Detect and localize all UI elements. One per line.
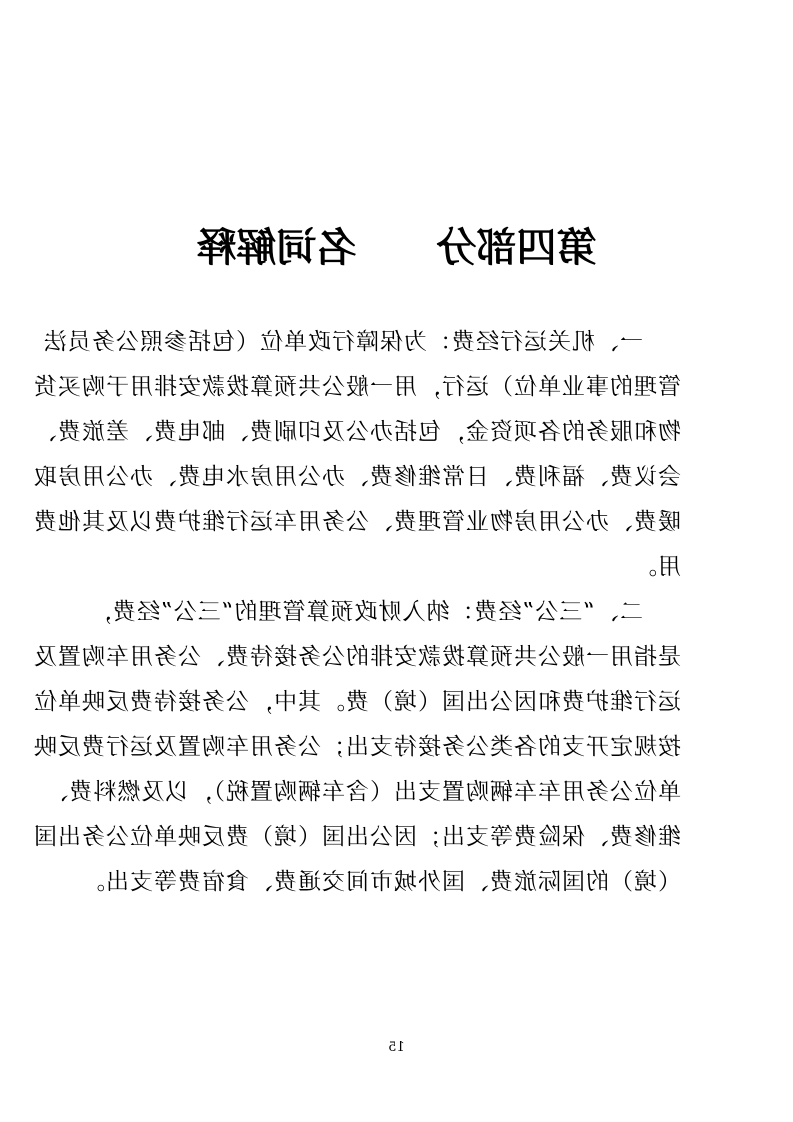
page-title [0,224,793,272]
paragraph-line: 运行维护费和因公出国（境）费。其中，公务接待费反映单位 [33,689,681,715]
paragraph-line: 二、“三公”经费：纳入财政预算管理的“三公”经费， [87,599,643,625]
paragraph-line: 按规定开支的各类公务接待支出；公务用车购置及运行费反映 [33,734,681,760]
title-part: 第四部分 [436,224,597,271]
paragraph-line: 单位公务用车车辆购置支出（含车辆购置税），以及燃料费、 [44,779,681,805]
paragraph-line: 暖费、办公用房物业管理费、公务用车运行维护费以及其他费 [33,509,681,535]
paragraph-line: 物和服务的各项资金，包括办公及印刷费、邮电费、差旅费、 [33,419,681,445]
paragraph-line: 是指用一般公共预算拨款安排的公务接待费、公务用车购置及 [33,644,681,670]
page-number: 15 [388,1040,405,1055]
paragraph-line: 维修费、保险费等支出；因公出国（境）费反映单位公务出国 [33,824,681,850]
paragraph-line: 管理的事业单位）运行，用一般公共预算拨款安排用于购买货 [33,374,681,400]
paragraph-line: 用。 [633,554,681,580]
title-name: 名词解释 [196,224,357,271]
paragraph-line: 一、机关运行经费：为保障行政单位（包括参照公务员法 [43,329,643,355]
paragraph-line: 会议费、福利费、日常维修费、办公用房水电费、办公用房取 [33,464,681,490]
paragraph-line: （境）的国际旅费、国外城市间交通费、食宿费等支出。 [81,869,681,895]
